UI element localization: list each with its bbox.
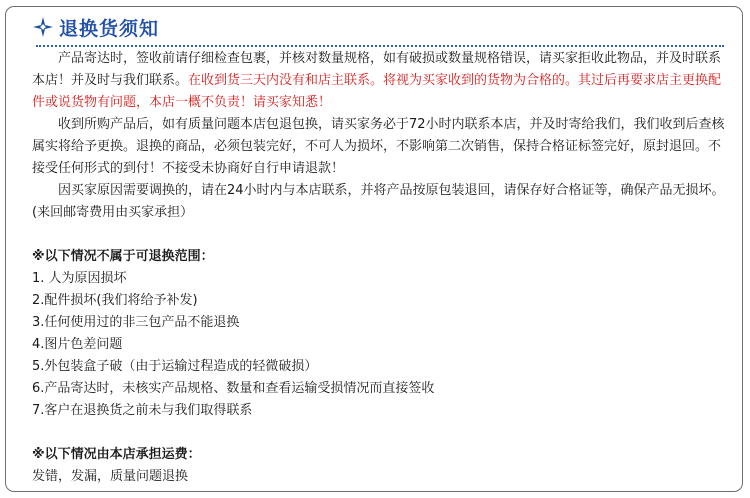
store-pays-text: 发错，发漏，质量问题退换 [32, 469, 189, 484]
list-item: 6.产品寄达时，未核实产品规格、数量和查看运输受损情况而直接签收 [32, 381, 435, 396]
list-item: 7.客户在退换货之前未与我们取得联系 [32, 403, 253, 418]
notice-header [32, 12, 159, 42]
spacer [32, 422, 732, 444]
paragraph-inspection-warning: 在收到货三天内没有和店主联系。将视为买家收到的货物为合格的。其过后再要求店主更换配件或说货物有问题，本店一概不负责！请买家知悉！ [32, 73, 722, 110]
spacer [32, 224, 732, 246]
paragraph-buyer-exchange: 因买家原因需要调换的，请在24小时内与本店联系，并将产品按原包装退回，请保存好合格证等，确保产品无损坏。(来回邮寄费用由买家承担） [32, 183, 725, 220]
header-dotted-divider [36, 45, 724, 47]
list-item: 4.图片色差问题 [32, 337, 123, 352]
list-item: 2.配件损坏(我们将给予补发) [32, 293, 198, 308]
non-returnable-title: ※以下情况不属于可退换范围： [32, 249, 214, 264]
list-item: 5.外包装盒子破（由于运输过程造成的轻微破损） [32, 359, 318, 374]
list-item: 1. 人为原因损坏 [32, 271, 127, 286]
list-item: 3.任何使用过的非三包产品不能退换 [32, 315, 240, 330]
paragraph-quality-issue: 收到所购产品后，如有质量问题本店包退包换，请买家务必于72小时内联系本店，并及时寄给我们，我们收到后查核属实将给予更换。退换的商品，必须包装完好，不可人为损坏，不影响第二次销售，保持合格证标签完好，原封退回。不接受任何形式的到付！不接受未协商好自行申请退款！ [32, 117, 725, 176]
page-title: 退换货须知 [59, 17, 160, 40]
notice-content [32, 48, 732, 488]
blue-diamond-star-icon [32, 16, 54, 38]
paragraph-inspection [32, 48, 732, 114]
paragraph-inspection-text: 产品寄达时，签收前请仔细检查包裹，并核对数量规格，如有破损或数量规格错误，请买家拒收此物品，并及时联系本店！并及时与我们联系。 [32, 51, 722, 88]
non-returnable-list [32, 268, 732, 422]
store-pays-title: ※以下情况由本店承担运费： [32, 447, 201, 462]
